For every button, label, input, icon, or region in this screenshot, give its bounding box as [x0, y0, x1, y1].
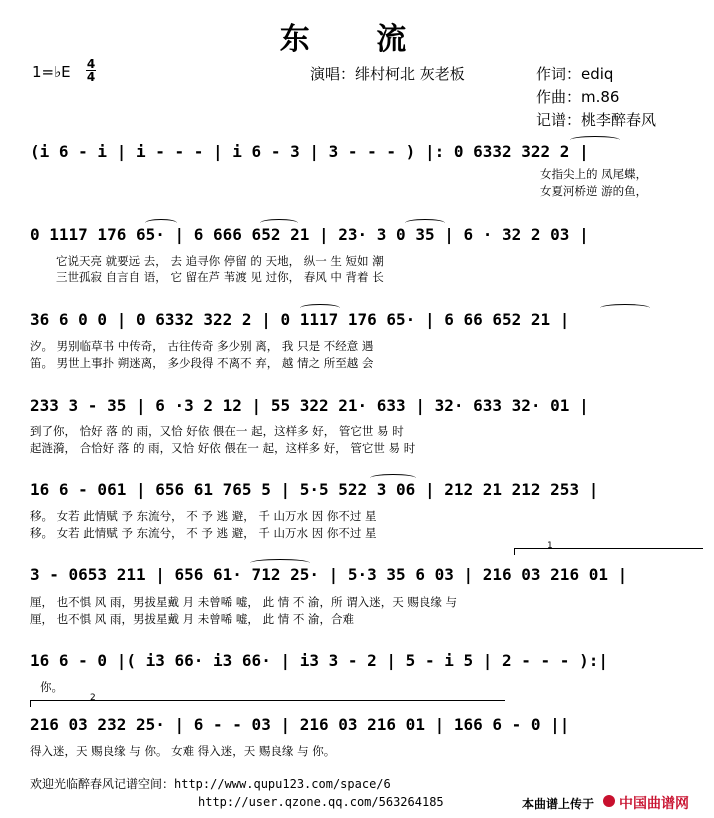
- slur: [145, 219, 177, 227]
- lyric-line-5a: 移。 女若 此情赋 予 东流兮， 不 予 逃 避， 千 山万水 因 你不过 星: [30, 509, 377, 523]
- footer-welcome: 欢迎光临醉春风记谱空间：http://www.qupu123.com/space/6: [30, 777, 391, 791]
- volta-1-bracket: [514, 548, 703, 555]
- logo-icon: [603, 795, 615, 807]
- volta-1-label: 1: [547, 541, 553, 551]
- slur: [260, 219, 298, 227]
- score-line-4: 233 3 - 35 | 6 ·3 2 12 | 55 322 21· 633 | 32· 633 32· 01 |: [30, 396, 589, 415]
- footer-url[interactable]: http://user.qzone.qq.com/563264185: [198, 795, 444, 809]
- lyric-line-1a: 女指尖上的 凤尾蝶，: [540, 167, 648, 181]
- score-line-3: 36 6 0 0 | 0 6332 322 2 | 0 1117 176 65· | 6 66 652 21 |: [30, 310, 570, 329]
- key-signature: 1=♭E: [32, 63, 71, 81]
- time-signature: [86, 58, 96, 83]
- lyric-line-3a: 汐。 男别临草书 中传奇， 古往传奇 多少别 离， 我 只是 不经意 遇: [30, 339, 374, 353]
- lyric-line-4b: 起涟漪， 合恰好 落 的 雨，又恰 好依 偎在一 起，这样多 好， 管它世 易 时: [30, 441, 416, 455]
- time-denominator: 4: [86, 70, 96, 84]
- upload-note: 本曲谱上传于: [522, 797, 595, 811]
- singers: 演唱：绯村柯北 灰老板: [310, 65, 465, 83]
- lyric-line-2b: 三世孤寂 自言自 语， 它 留在芦 苇渡 见 过你， 春风 中 背着 长: [56, 270, 384, 284]
- slur: [570, 136, 620, 144]
- lyric-line-6b: 厘， 也不惧 风 雨，男拔星戴 月 未曾唏 嘘， 此 情 不 渝，合难: [30, 612, 355, 626]
- transcriber: 记谱：桃李醉春风: [536, 111, 657, 129]
- slur: [405, 219, 445, 227]
- lyricist: 作词：ediq: [536, 65, 614, 83]
- time-numerator: 4: [86, 57, 96, 71]
- lyric-line-7a: 你。: [40, 680, 63, 694]
- slur: [300, 304, 340, 312]
- score-line-8: 216 03 232 25· | 6 - - 03 | 216 03 216 01 | 166 6 - 0 ||: [30, 715, 570, 734]
- lyric-line-1b: 女夏河桥逆 游的鱼，: [540, 184, 648, 198]
- score-line-1: (i 6 - i | i - - - | i 6 - 3 | 3 - - - ) |: 0 6332 322 2 |: [30, 142, 589, 161]
- volta-2-bracket: [30, 700, 505, 707]
- score-line-2: 0 1117 176 65· | 6 666 652 21 | 23· 3 0 35 | 6 · 32 2 03 |: [30, 225, 589, 244]
- score-line-5: 16 6 - 061 | 656 61 765 5 | 5·5 522 3 06 | 212 21 212 253 |: [30, 480, 599, 499]
- lyric-line-8a: 得入迷，天 赐良缘 与 你。 女难 得入迷，天 赐良缘 与 你。: [30, 744, 336, 758]
- slur: [600, 304, 650, 312]
- lyric-line-3b: 笛。 男世上事扑 朔迷离， 多少段得 不离不 弃， 越 情之 所至越 会: [30, 356, 374, 370]
- volta-2-label: 2: [90, 693, 96, 703]
- score-line-7: 16 6 - 0 |( i3 66· i3 66· | i3 3 - 2 | 5 - i 5 | 2 - - - ):|: [30, 651, 608, 670]
- lyric-line-6a: 厘， 也不惧 风 雨，男拔星戴 月 未曾唏 嘘， 此 情 不 渝，所 谓入迷，天 赐良缘 与: [30, 595, 458, 609]
- logo-text: 中国曲谱网: [619, 796, 689, 812]
- composer: 作曲：m.86: [536, 88, 620, 106]
- lyric-line-5b: 移。 女若 此情赋 予 东流兮， 不 予 逃 避， 千 山万水 因 你不过 星: [30, 526, 377, 540]
- song-title: 东 流: [279, 22, 435, 57]
- score-line-6: 3 - 0653 211 | 656 61· 712 25· | 5·3 35 6 03 | 216 03 216 01 |: [30, 565, 628, 584]
- lyric-line-2a: 它说天亮 就要远 去， 去 追寻你 停留 的 天地， 纵一 生 短如 潮: [56, 254, 384, 268]
- lyric-line-4a: 到了你， 恰好 落 的 雨，又恰 好依 偎在一 起，这样多 好， 管它世 易 时: [30, 424, 404, 438]
- slur: [370, 474, 416, 482]
- slur: [250, 559, 310, 567]
